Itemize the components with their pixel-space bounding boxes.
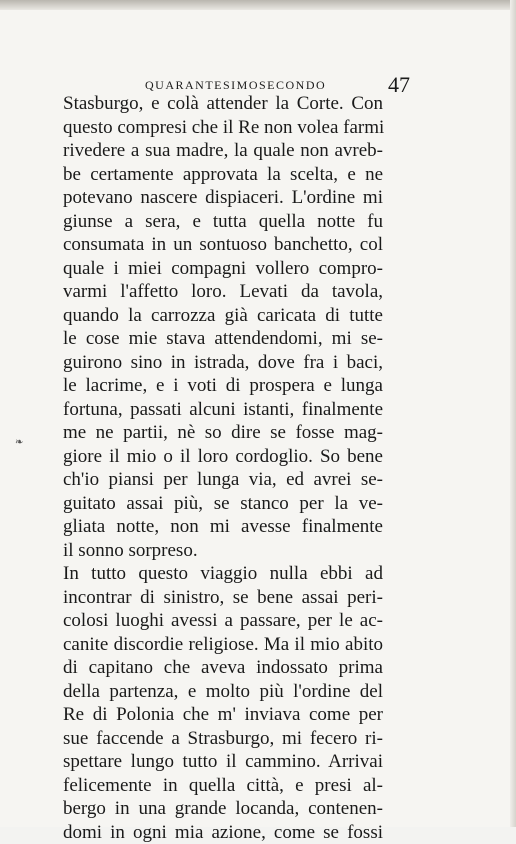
text-line: guirono sino in istrada, dove fra i baci, [63, 351, 383, 375]
page-number: 47 [388, 72, 410, 98]
page-right-edge [510, 0, 516, 827]
text-line: spettare lungo tutto il cammino. Arrivai [63, 750, 383, 774]
text-line: il sonno sorpreso. [63, 539, 383, 563]
text-line: colosi luoghi avessi a passare, per le ac- [63, 609, 383, 633]
text-line: me ne partii, nè so dire se fosse mag- [63, 421, 383, 445]
text-line: sue faccende a Strasburgo, mi fecero ri- [63, 727, 383, 751]
text-line: gliata notte, non mi avesse finalmente [63, 515, 383, 539]
text-line: questo compresi che il Re non volea farmi [63, 116, 383, 140]
text-line: varmi l'affetto loro. Levati da tavola, [63, 280, 383, 304]
text-line: Re di Polonia che m' inviava come per [63, 703, 383, 727]
text-line: quale i miei compagni vollero compro- [63, 257, 383, 281]
text-line: consumata in un sontuoso banchetto, col [63, 233, 383, 257]
text-line: felicemente in quella città, e presi al- [63, 774, 383, 798]
text-line: guitato assai più, se stanco per la ve- [63, 492, 383, 516]
text-line: ch'io piansi per lunga via, ed avrei se- [63, 468, 383, 492]
text-line: bergo in una grande locanda, contenen- [63, 797, 383, 821]
text-line: giore il mio o il loro cordoglio. So bene [63, 445, 383, 469]
text-line: quando la carrozza già caricata di tutte [63, 304, 383, 328]
text-line: domi in ogni mia azione, come se fossi [63, 821, 383, 844]
text-line: canite discordie religiose. Ma il mio abito [63, 633, 383, 657]
running-title: QUARANTESIMOSECONDO [145, 78, 326, 93]
text-line: be certamente approvata la scelta, e ne [63, 163, 383, 187]
text-line: incontrar di sinistro, se bene assai peri- [63, 586, 383, 610]
text-line: rivedere a sua madre, la quale non avreb- [63, 139, 383, 163]
text-line: Stasburgo, e colà attender la Corte. Con [63, 92, 383, 116]
margin-ornament-icon: ❧ [15, 438, 23, 448]
text-line: In tutto questo viaggio nulla ebbi ad [63, 562, 383, 586]
text-line: giunse a sera, e tutta quella notte fu [63, 210, 383, 234]
text-line: della partenza, e molto più l'ordine del [63, 680, 383, 704]
text-line: potevano nascere dispiaceri. L'ordine mi [63, 186, 383, 210]
text-line: di capitano che aveva indossato prima [63, 656, 383, 680]
text-line: fortuna, passati alcuni istanti, finalmente [63, 398, 383, 422]
text-line: le lacrime, e i voti di prospera e lunga [63, 374, 383, 398]
body-text [63, 92, 383, 844]
text-line: le cose mie stava attendendomi, mi se- [63, 327, 383, 351]
page-top-edge [0, 0, 516, 10]
